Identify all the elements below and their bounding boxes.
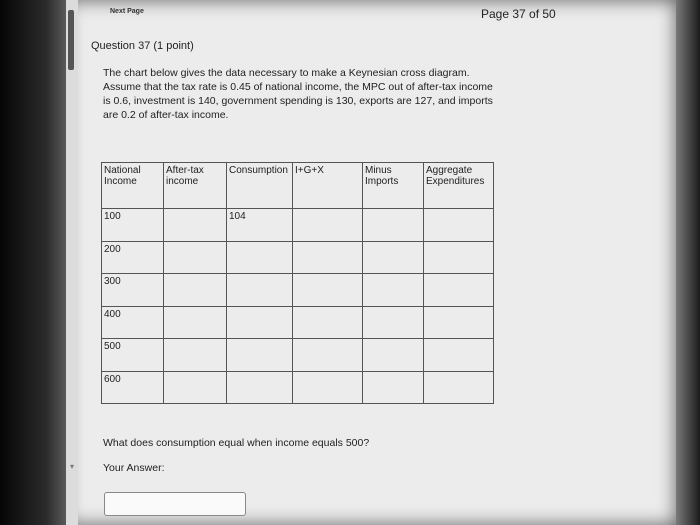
- table-cell: [424, 339, 494, 372]
- keynesian-cross-table: [101, 162, 494, 404]
- column-header: Consumption: [227, 163, 293, 209]
- table-cell: [164, 371, 227, 404]
- table-row: [102, 209, 494, 242]
- table-cell: [227, 306, 293, 339]
- table-cell: 104: [227, 209, 293, 242]
- table-cell: [293, 339, 363, 372]
- scrollbar[interactable]: [66, 0, 78, 525]
- table-cell: [164, 209, 227, 242]
- table-cell: [164, 241, 227, 274]
- table-cell: 500: [102, 339, 164, 372]
- table-cell: [363, 274, 424, 307]
- table-row: [102, 274, 494, 307]
- table-cell: [293, 274, 363, 307]
- answer-input[interactable]: [104, 492, 246, 516]
- table-cell: [293, 209, 363, 242]
- answer-label: Your Answer:: [103, 462, 165, 474]
- screen-bezel-left: [0, 0, 66, 525]
- table-header-row: [102, 163, 494, 209]
- table-cell: [293, 241, 363, 274]
- table-cell: [164, 274, 227, 307]
- table-cell: [293, 306, 363, 339]
- question-title: Question 37 (1 point): [91, 40, 194, 52]
- table-cell: [164, 306, 227, 339]
- scrollbar-thumb[interactable]: [68, 10, 74, 70]
- table-cell: [424, 209, 494, 242]
- question-body: The chart below gives the data necessary to make a Keynesian cross diagram. Assume that the tax rate is 0.45 of national income, the MPC out of after-tax income is 0.6, investment is 140, government spending is 130, exports are 127, and imports are 0.2 of after-tax income.: [103, 67, 493, 121]
- table-cell: 100: [102, 209, 164, 242]
- table-cell: [293, 371, 363, 404]
- table-cell: 200: [102, 241, 164, 274]
- table-row: [102, 241, 494, 274]
- table-row: [102, 339, 494, 372]
- table-row: [102, 306, 494, 339]
- table-cell: [363, 241, 424, 274]
- table-cell: [227, 274, 293, 307]
- table-cell: [363, 371, 424, 404]
- table-cell: [227, 241, 293, 274]
- screen-bezel-right: [676, 0, 700, 525]
- table-row: [102, 371, 494, 404]
- table-cell: [164, 339, 227, 372]
- table-cell: [227, 339, 293, 372]
- table-cell: 300: [102, 274, 164, 307]
- column-header: After-tax income: [164, 163, 227, 209]
- page-indicator: Page 37 of 50: [481, 7, 556, 21]
- table-cell: [424, 306, 494, 339]
- column-header: I+G+X: [293, 163, 363, 209]
- table-cell: [363, 339, 424, 372]
- scroll-down-arrow-icon[interactable]: ▾: [69, 462, 74, 471]
- question-prompt: What does consumption equal when income equals 500?: [103, 437, 370, 449]
- column-header: Aggregate Expenditures: [424, 163, 494, 209]
- table-cell: 400: [102, 306, 164, 339]
- column-header: Minus Imports: [363, 163, 424, 209]
- table-cell: [363, 209, 424, 242]
- table-cell: 600: [102, 371, 164, 404]
- table-cell: [424, 371, 494, 404]
- next-page-link[interactable]: Next Page: [110, 8, 144, 15]
- table-cell: [424, 241, 494, 274]
- table-cell: [227, 371, 293, 404]
- column-header: National Income: [102, 163, 164, 209]
- table-cell: [363, 306, 424, 339]
- table-cell: [424, 274, 494, 307]
